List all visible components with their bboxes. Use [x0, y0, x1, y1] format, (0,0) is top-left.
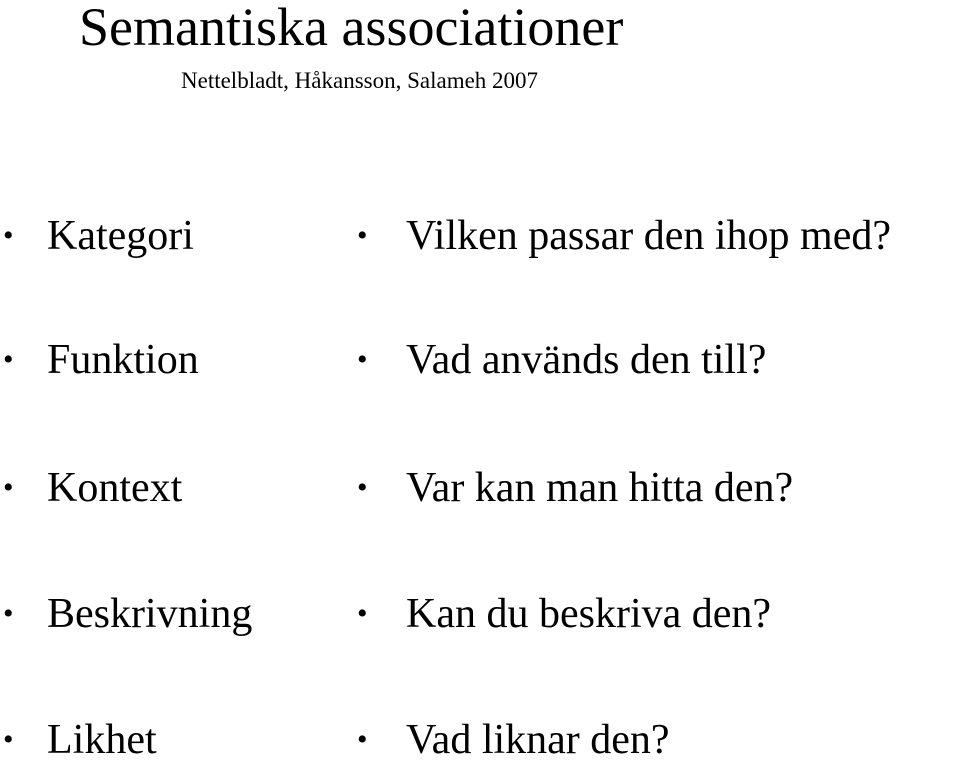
term-label: Funktion — [47, 337, 199, 383]
question-label: Vilken passar den ihop med? — [406, 213, 892, 259]
question-label: Kan du beskriva den? — [406, 591, 772, 637]
list-item — [0, 330, 959, 390]
bullet-icon: • — [357, 343, 368, 376]
term-label: Beskrivning — [47, 591, 253, 637]
slide-title: Semantiska associationer — [79, 0, 624, 57]
term-label: Likhet — [47, 717, 157, 763]
bullet-icon: • — [3, 219, 14, 252]
bullet-icon: • — [357, 471, 368, 504]
bullet-icon: • — [357, 723, 368, 756]
list-item — [0, 584, 959, 644]
bullet-icon: • — [357, 597, 368, 630]
bullet-icon: • — [3, 343, 14, 376]
bullet-icon: • — [3, 597, 14, 630]
question-label: Vad används den till? — [406, 337, 767, 383]
list-item — [0, 206, 959, 266]
slide-subtitle: Nettelbladt, Håkansson, Salameh 2007 — [181, 68, 539, 93]
term-label: Kategori — [47, 213, 194, 259]
bullet-icon: • — [3, 723, 14, 756]
question-label: Var kan man hitta den? — [406, 465, 794, 511]
bullet-icon: • — [3, 471, 14, 504]
list-item — [0, 710, 959, 770]
list-item — [0, 458, 959, 518]
term-label: Kontext — [47, 465, 183, 511]
bullet-icon: • — [357, 219, 368, 252]
question-label: Vad liknar den? — [406, 717, 670, 763]
